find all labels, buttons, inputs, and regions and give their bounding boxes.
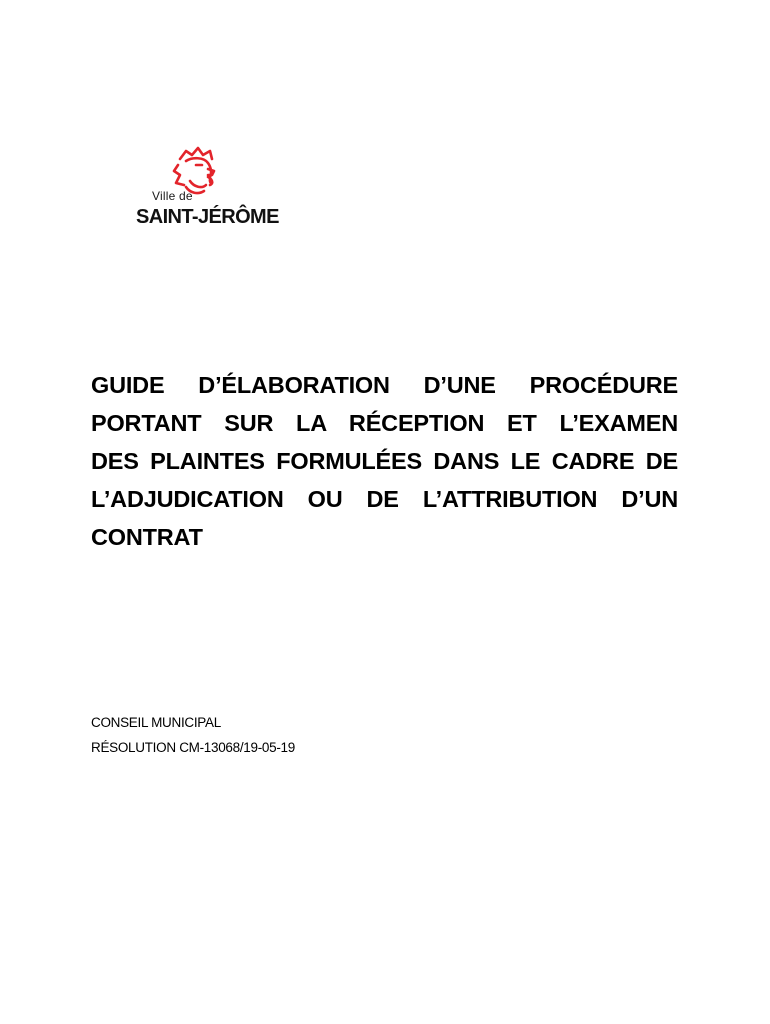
logo-city-name: SAINT-JÉRÔME	[136, 206, 279, 228]
title-line: DES PLAINTES FORMULÉES DANS LE CADRE DE	[91, 448, 678, 474]
title-line: CONTRAT	[91, 524, 203, 550]
title-line: PORTANT SUR LA RÉCEPTION ET L’EXAMEN	[91, 410, 678, 436]
document-title	[91, 366, 678, 556]
title-line: L’ADJUDICATION OU DE L’ATTRIBUTION D’UN	[91, 486, 678, 512]
document-info	[91, 710, 295, 760]
logo-prefix: Ville de	[152, 189, 193, 203]
title-line: GUIDE D’ÉLABORATION D’UNE PROCÉDURE	[91, 372, 678, 398]
resolution-number: RÉSOLUTION CM-13068/19-05-19	[91, 740, 295, 755]
council-label: CONSEIL MUNICIPAL	[91, 715, 221, 730]
city-logo	[130, 145, 290, 235]
